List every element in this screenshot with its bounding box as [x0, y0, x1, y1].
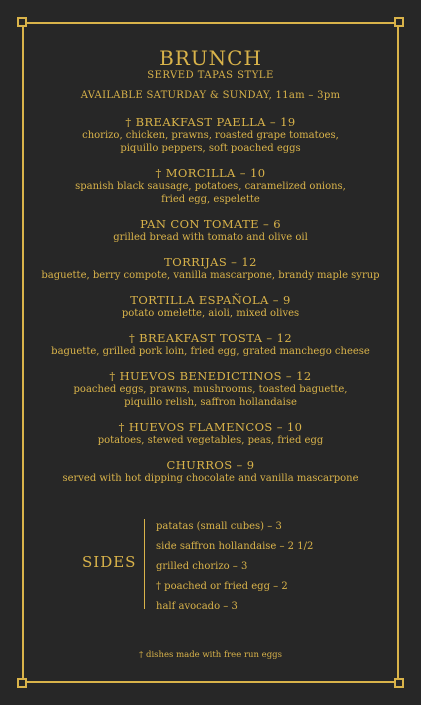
side-item: half avocado – 3: [156, 601, 238, 612]
menu-item-description: potatoes, stewed vegetables, peas, fried egg: [97, 435, 324, 446]
side-item: side saffron hollandaise – 2 1/2: [156, 541, 314, 552]
menu-item-name: PAN CON TOMATE – 6: [140, 217, 281, 231]
menu-item-name: † BREAKFAST PAELLA – 19: [125, 115, 296, 129]
menu-item-name: † BREAKFAST TOSTA – 12: [128, 331, 293, 345]
menu-item: [30, 369, 391, 409]
menu-item: [30, 458, 391, 485]
menu-item-name: TORRIJAS – 12: [164, 255, 257, 269]
menu-item: [30, 166, 391, 206]
menu-item-name: CHURROS – 9: [166, 458, 255, 472]
menu-item-name: TORTILLA ESPAÑOLA – 9: [130, 293, 291, 307]
menu-item-description: chorizo, chicken, prawns, roasted grape tomatoes,: [82, 130, 339, 141]
corner-ornament: [17, 678, 27, 688]
menu-item: [30, 255, 391, 282]
menu-item-name: † MORCILLA – 10: [155, 166, 266, 180]
menu-item-description: baguette, berry compote, vanilla mascarpone, brandy maple syrup: [41, 270, 380, 281]
menu-item: [30, 293, 391, 320]
menu-item: [30, 331, 391, 358]
menu-item-description: fried egg, espelette: [161, 194, 260, 205]
menu-item: [30, 420, 391, 447]
corner-ornament: [394, 678, 404, 688]
menu-item: [30, 115, 391, 155]
side-item: patatas (small cubes) – 3: [156, 521, 282, 532]
footnote: † dishes made with free run eggs: [139, 650, 282, 660]
menu-item-name: † HUEVOS BENEDICTINOS – 12: [109, 369, 312, 383]
side-item: grilled chorizo – 3: [156, 561, 248, 572]
menu-item-description: served with hot dipping chocolate and vanilla mascarpone: [62, 473, 359, 484]
menu-item-description: potato omelette, aioli, mixed olives: [121, 308, 300, 319]
side-item: † poached or fried egg – 2: [156, 581, 288, 592]
menu-item-description: piquillo relish, saffron hollandaise: [124, 397, 297, 408]
menu-items-list: [30, 115, 391, 485]
menu-content: [30, 48, 391, 496]
menu-item-description: poached eggs, prawns, mushrooms, toasted baguette,: [73, 384, 348, 395]
menu-title: BRUNCH: [159, 46, 262, 70]
sides-section: [82, 517, 382, 617]
menu-item-description: spanish black sausage, potatoes, caramelized onions,: [75, 181, 346, 192]
menu-item-name: † HUEVOS FLAMENCOS – 10: [118, 420, 303, 434]
menu-item-description: grilled bread with tomato and olive oil: [113, 232, 308, 243]
corner-ornament: [394, 17, 404, 27]
sides-list: [156, 517, 313, 617]
corner-ornament: [17, 17, 27, 27]
menu-subtitle: SERVED TAPAS STYLE: [147, 70, 274, 81]
sides-title: SIDES: [82, 553, 137, 571]
menu-item: [30, 217, 391, 244]
menu-item-description: piquillo peppers, soft poached eggs: [120, 143, 301, 154]
menu-item-description: baguette, grilled pork loin, fried egg, grated manchego cheese: [51, 346, 370, 357]
availability-text: AVAILABLE SATURDAY & SUNDAY, 11am – 3pm: [80, 90, 341, 101]
sides-divider: [144, 519, 145, 609]
